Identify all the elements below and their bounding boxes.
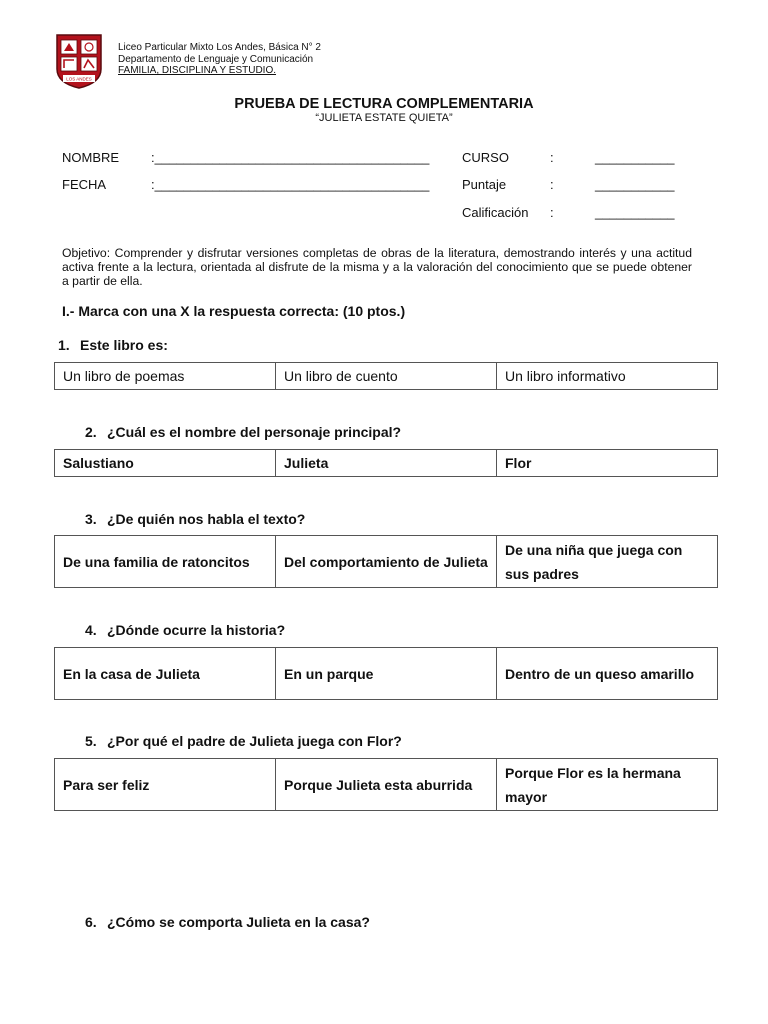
question-number: 5. bbox=[85, 733, 97, 749]
option-cell[interactable]: Salustiano bbox=[55, 450, 276, 477]
page-subtitle: “JULIETA ESTATE QUIETA” bbox=[315, 112, 453, 124]
options-table-4 bbox=[54, 647, 718, 700]
question-text: Este libro es: bbox=[80, 337, 168, 353]
question-2 bbox=[85, 424, 401, 440]
question-text: ¿Cómo se comporta Julieta en la casa? bbox=[107, 914, 370, 930]
option-cell[interactable]: Del comportamiento de Julieta bbox=[276, 536, 497, 588]
question-text: ¿Cuál es el nombre del personaje principal? bbox=[107, 424, 402, 440]
page-title: PRUEBA DE LECTURA COMPLEMENTARIA bbox=[234, 96, 534, 112]
option-cell[interactable]: De una familia de ratoncitos bbox=[55, 536, 276, 588]
option-cell[interactable]: De una niña que juega con sus padres bbox=[497, 536, 718, 588]
options-table-1 bbox=[54, 362, 718, 390]
curso-label: CURSO bbox=[462, 150, 509, 165]
options-table-2 bbox=[54, 449, 718, 477]
option-cell[interactable]: Julieta bbox=[276, 450, 497, 477]
calificacion-colon: : bbox=[550, 205, 554, 220]
question-text: ¿Por qué el padre de Julieta juega con Flor? bbox=[107, 733, 402, 749]
logo-text: LOS ANDES bbox=[66, 76, 92, 82]
question-number: 1. bbox=[58, 337, 70, 353]
curso-colon: : bbox=[550, 150, 554, 165]
school-motto: FAMILIA, DISCIPLINA Y ESTUDIO. bbox=[118, 65, 277, 76]
question-number: 3. bbox=[85, 511, 97, 527]
option-cell[interactable]: Porque Flor es la hermana mayor bbox=[497, 759, 718, 811]
option-cell[interactable]: Un libro de cuento bbox=[276, 363, 497, 390]
calificacion-field[interactable]: ___________ bbox=[595, 205, 675, 220]
school-name: Liceo Particular Mixto Los Andes, Básica N° 2 bbox=[118, 42, 321, 53]
calificacion-label: Calificación bbox=[462, 205, 529, 220]
puntaje-label: Puntaje bbox=[462, 177, 507, 192]
question-text: ¿De quién nos habla el texto? bbox=[107, 511, 306, 527]
question-number: 6. bbox=[85, 914, 97, 930]
question-5 bbox=[85, 733, 402, 749]
option-cell[interactable]: Dentro de un queso amarillo bbox=[497, 648, 718, 700]
objective-text: Objetivo: Comprender y disfrutar versiones completas de obras de la literatura, demostrando interés y una actitud activa frente a la lectura, orientada al disfrute de la misma y a la valoración del conocimiento que se puede obtener a partir de ella. bbox=[62, 246, 692, 288]
puntaje-colon: : bbox=[550, 177, 554, 192]
puntaje-field[interactable]: ___________ bbox=[595, 177, 675, 192]
instruction-text: I.- Marca con una X la respuesta correcta: (10 ptos.) bbox=[62, 303, 406, 319]
fecha-label: FECHA bbox=[62, 177, 107, 192]
curso-field[interactable]: ___________ bbox=[595, 150, 675, 165]
options-table-5 bbox=[54, 758, 718, 811]
option-cell[interactable]: Un libro de poemas bbox=[55, 363, 276, 390]
department-name: Departamento de Lenguaje y Comunicación bbox=[118, 53, 314, 65]
fecha-field[interactable]: :______________________________________ bbox=[151, 177, 430, 192]
option-cell[interactable]: Flor bbox=[497, 450, 718, 477]
school-logo bbox=[55, 33, 103, 89]
option-cell[interactable]: Porque Julieta esta aburrida bbox=[276, 759, 497, 811]
school-info bbox=[118, 42, 321, 77]
nombre-label: NOMBRE bbox=[62, 150, 120, 165]
option-cell[interactable]: En un parque bbox=[276, 648, 497, 700]
option-cell[interactable]: En la casa de Julieta bbox=[55, 648, 276, 700]
options-table-3 bbox=[54, 535, 718, 588]
option-cell[interactable]: Para ser feliz bbox=[55, 759, 276, 811]
question-3 bbox=[85, 511, 305, 527]
question-6 bbox=[85, 914, 370, 930]
nombre-field[interactable]: :______________________________________ bbox=[151, 150, 430, 165]
question-number: 4. bbox=[85, 622, 97, 638]
option-cell[interactable]: Un libro informativo bbox=[497, 363, 718, 390]
question-1 bbox=[58, 337, 168, 353]
question-number: 2. bbox=[85, 424, 97, 440]
question-text: ¿Dónde ocurre la historia? bbox=[107, 622, 286, 638]
question-4 bbox=[85, 622, 285, 638]
